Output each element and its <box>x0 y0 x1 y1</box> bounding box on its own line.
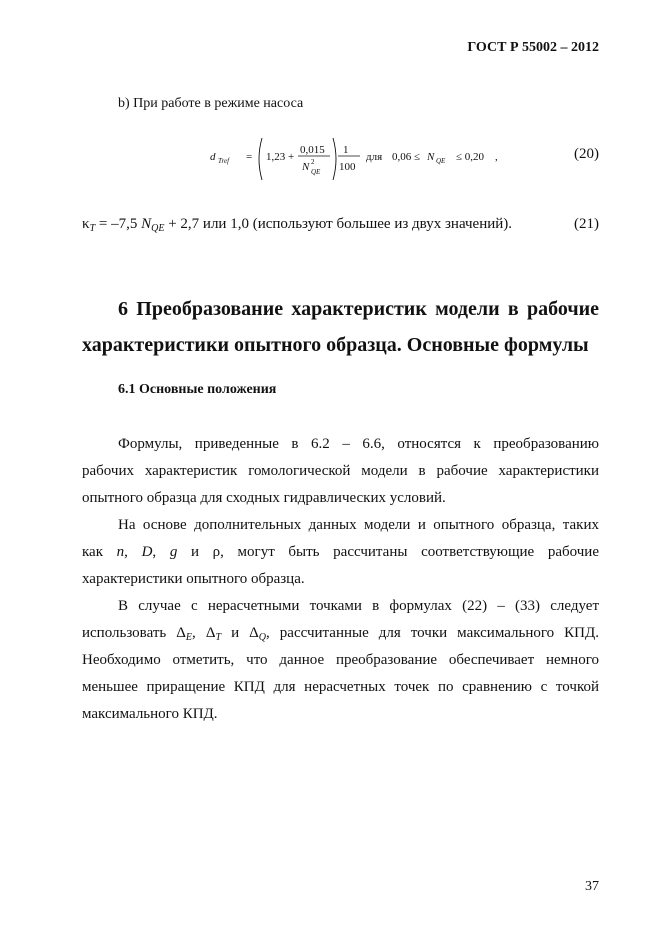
formula-cond-sub: QE <box>436 157 446 165</box>
paragraph-line: На основе дополнительных данных модели и опытного образца, таких <box>118 517 599 533</box>
paragraph-line: опытного образца для сходных гидравлических условий. <box>82 490 446 506</box>
formula-20-svg <box>210 134 605 184</box>
text-run: как <box>82 544 117 560</box>
formula-cond-var: N <box>427 151 435 163</box>
subsection-title: 6.1 Основные положения <box>118 382 277 397</box>
formula21-part2: + 2,7 или 1,0 (используют большее из двух значений). <box>164 216 513 232</box>
sub-E: E <box>185 632 193 643</box>
section-title <box>82 291 599 363</box>
formula-cond-low: 0,06 ≤ <box>392 151 421 163</box>
formula-cond-word: для <box>366 151 383 163</box>
standard-header: ГОСТ Р 55002 – 2012 <box>467 40 599 55</box>
equation-number-20: (20) <box>574 146 599 162</box>
var-D: D <box>141 544 153 560</box>
section-title-line2: характеристики опытного образца. Основные формулы <box>82 334 589 356</box>
paragraph-line: максимального КПД. <box>82 706 218 722</box>
paragraph-line: В случае с нерасчетными точками в формулах (22) – (33) следует <box>118 598 599 614</box>
formula-lhs: d <box>210 151 216 163</box>
formula-num2: 1 <box>343 144 349 156</box>
var-g: g <box>169 544 178 560</box>
text-run: , рассчитанные для точки максимального КПД. <box>266 625 599 641</box>
formula-const: 1,23 + <box>266 151 295 163</box>
list-item-b: b) При работе в режиме насоса <box>118 96 304 111</box>
left-paren <box>259 138 262 180</box>
paragraph-line: меньшее приращение КПД для нерасчетных точек по сравнению с точкой <box>82 679 599 695</box>
sub-T: T <box>215 632 222 643</box>
section-title-line1: 6 Преобразование характеристик модели в рабочие <box>118 298 599 320</box>
paragraph-line: Формулы, приведенные в 6.2 – 6.6, относятся к преобразованию <box>118 436 599 452</box>
formula-trail: , <box>495 151 498 163</box>
formula-den2: 100 <box>339 161 356 173</box>
paragraph-line <box>82 620 599 647</box>
var-n: n <box>116 544 125 560</box>
text-run: , <box>152 544 170 560</box>
kappa-sub: T <box>89 223 96 234</box>
text-run: , <box>124 544 142 560</box>
text-run: , Δ <box>192 625 216 641</box>
kappa-symbol: κ <box>82 216 90 232</box>
formula-cond-high: ≤ 0,20 <box>456 151 485 163</box>
formula-den1: N <box>302 161 310 173</box>
paragraph-3 <box>82 593 599 728</box>
paragraph-line: рабочих характеристик гомологической модели в рабочие характеристики <box>82 463 599 479</box>
paragraph-line: Необходимо отметить, что данное преобразование обеспечивает немного <box>82 652 599 668</box>
paragraph-2 <box>82 512 599 593</box>
formula-den1-sub: QE <box>311 168 321 176</box>
formula-20 <box>210 134 605 184</box>
paragraph-line <box>82 539 599 566</box>
formula-lhs-sub: Tref <box>218 157 230 165</box>
equation-number-21: (21) <box>574 216 599 232</box>
text-run: использовать Δ <box>82 625 186 641</box>
text-run: и Δ <box>221 625 259 641</box>
paragraph-line: характеристики опытного образца. <box>82 571 305 587</box>
formula-den1-sup: 2 <box>311 158 315 166</box>
formula-21 <box>82 216 512 234</box>
formula21-var-sub: QE <box>151 223 165 234</box>
formula21-part1: = –7,5 <box>95 216 142 232</box>
formula-equals: = <box>246 151 253 163</box>
formula21-var: N <box>141 216 152 232</box>
sub-Q: Q <box>258 632 267 643</box>
text-run: и ρ, могут быть рассчитаны соответствующие рабочие <box>177 544 599 560</box>
page-number: 37 <box>585 879 599 894</box>
paragraph-1 <box>82 431 599 512</box>
right-paren <box>333 138 336 180</box>
formula-num1: 0,015 <box>300 144 325 156</box>
